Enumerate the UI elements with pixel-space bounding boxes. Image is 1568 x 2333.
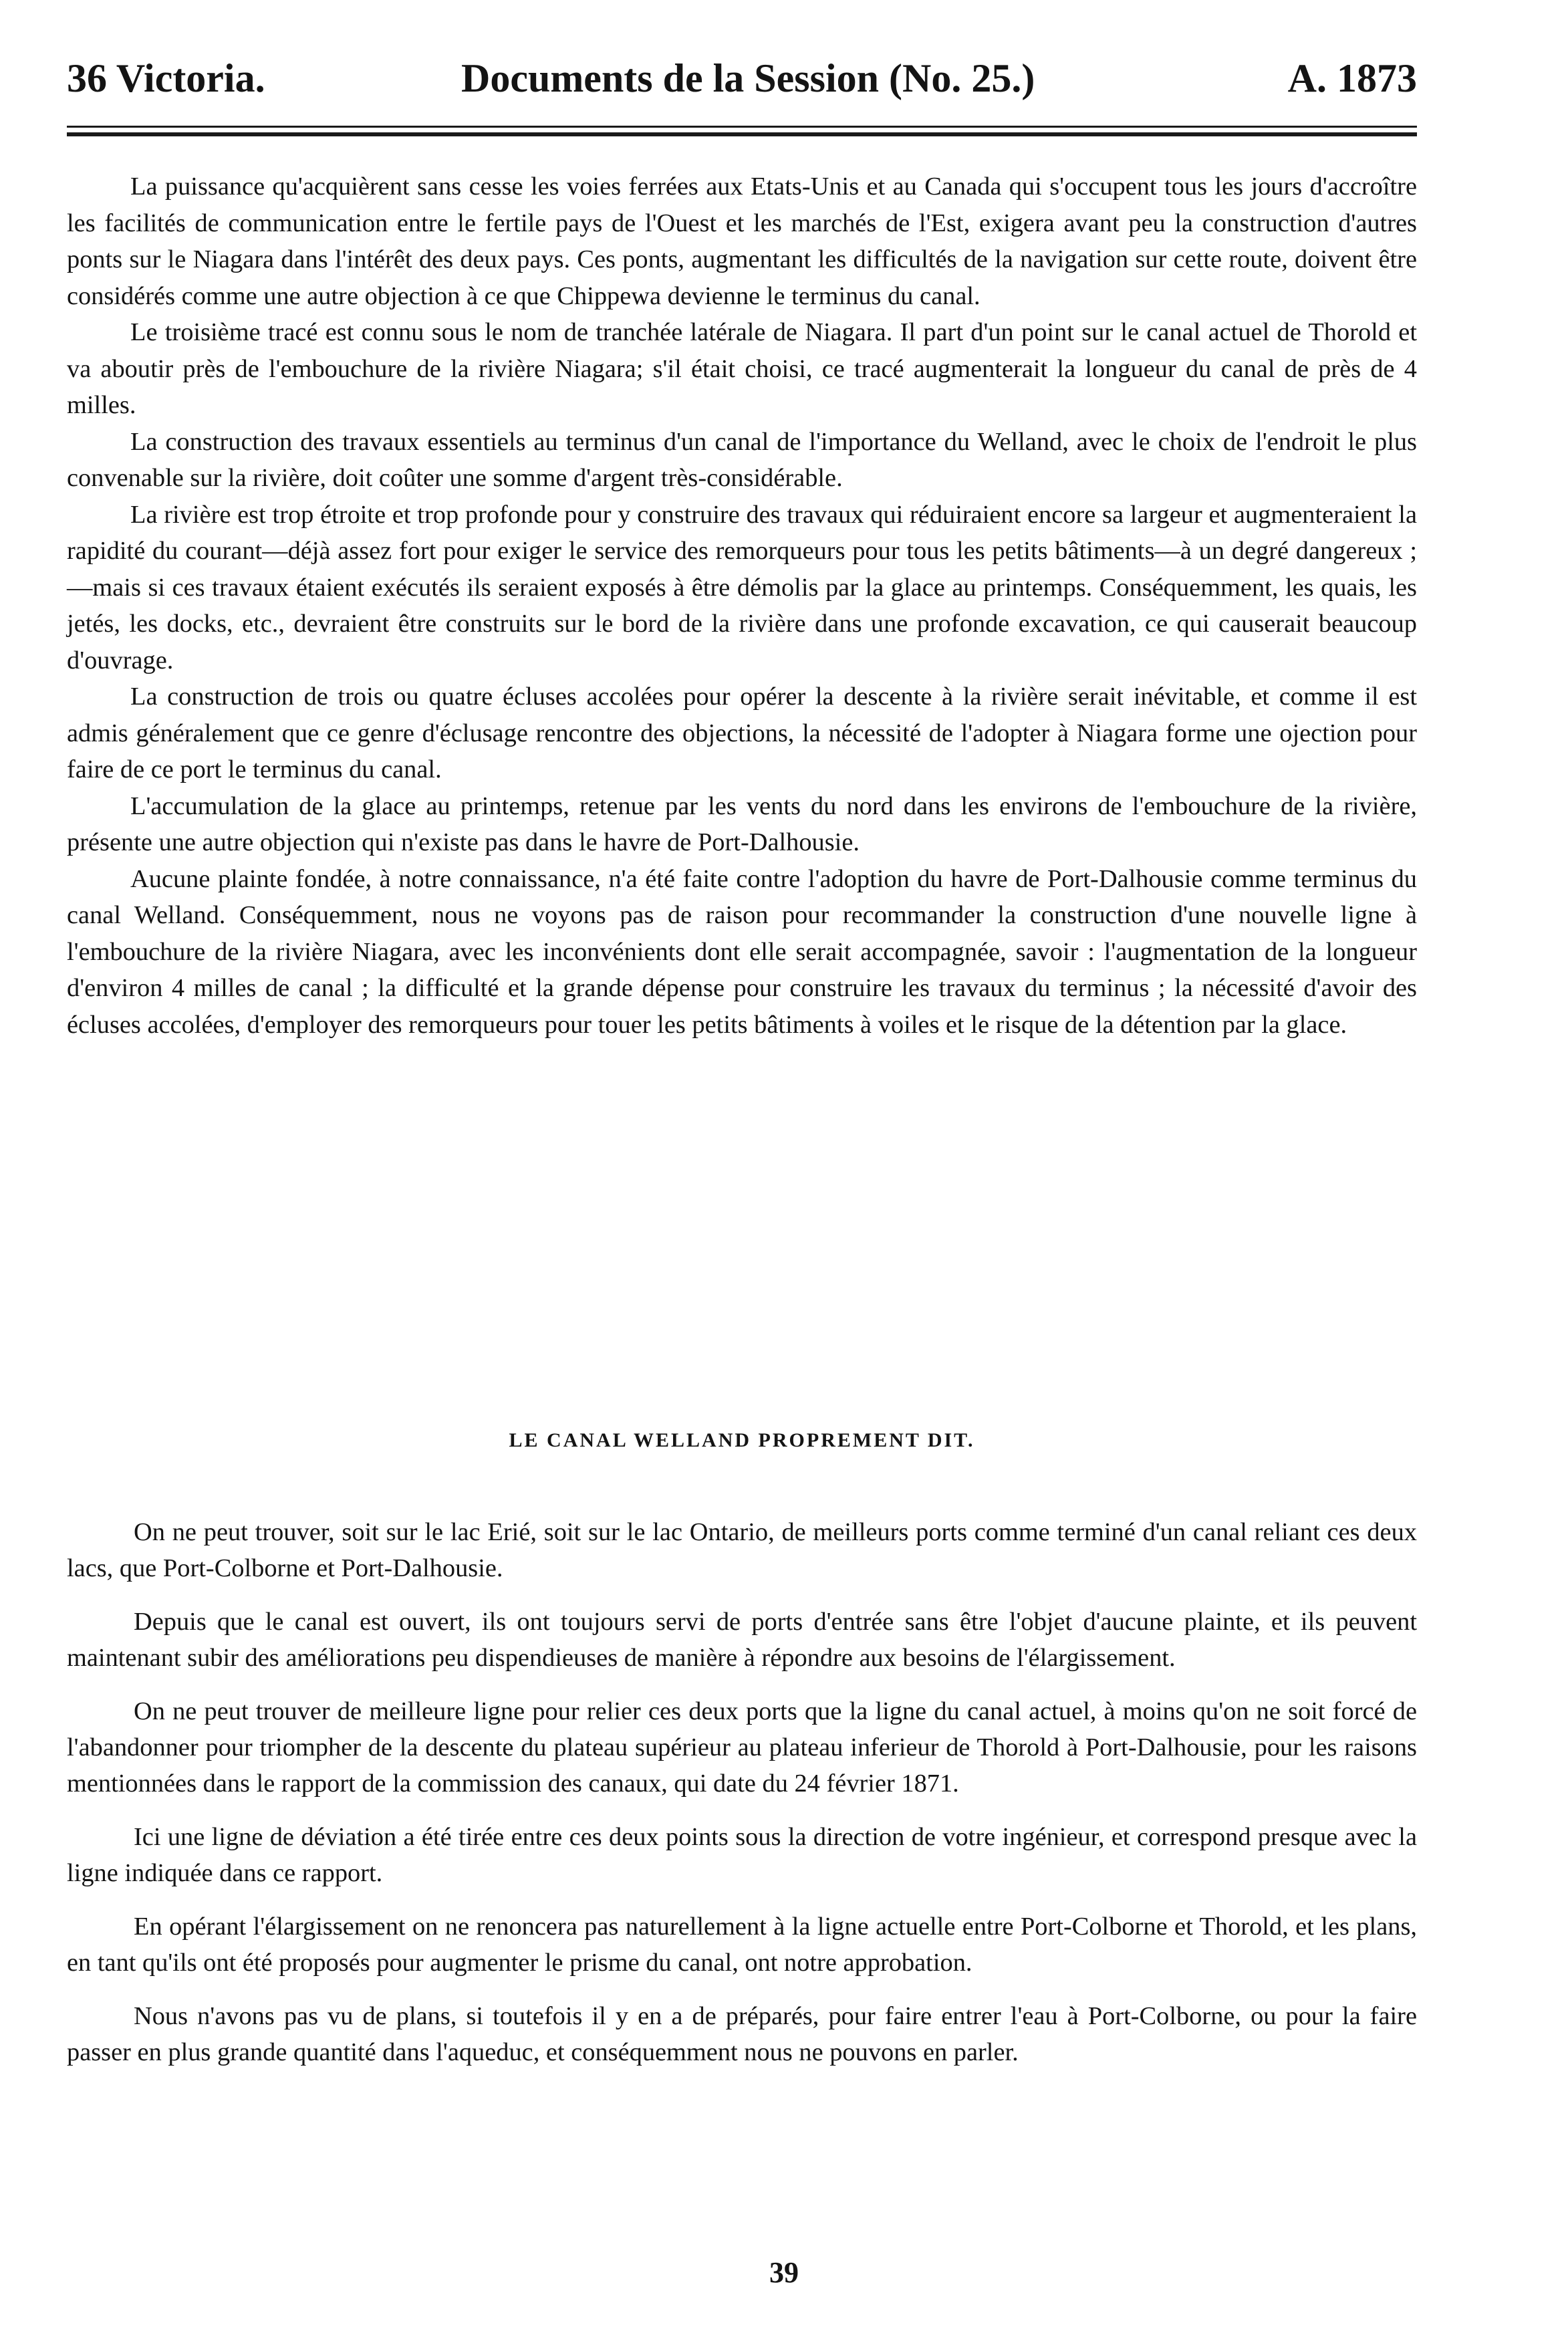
body-text-top	[67, 168, 1417, 1043]
paragraph: Ici une ligne de déviation a été tirée entre ces deux points sous la direction de votre ingénieur, et correspond presque avec la ligne indiquée dans ce rapport.	[67, 1823, 1417, 1887]
paragraph: Le troisième tracé est connu sous le nom de tranchée latérale de Niagara. Il part d'un point sur le canal actuel de Thorold et va aboutir près de l'embouchure de la rivière Niagara; s'il était choisi, ce tracé augmenterait la longueur du canal de près de 4 milles.	[67, 318, 1417, 419]
paragraph: Nous n'avons pas vu de plans, si toutefois il y en a de préparés, pour faire entrer l'eau à Port-Colborne, ou pour la faire passer en plus grande quantité dans l'aqueduc, et conséquemment nous ne pouvons en parler.	[67, 2002, 1417, 2066]
body-text-bottom	[67, 1514, 1417, 2088]
paragraph: On ne peut trouver, soit sur le lac Erié, soit sur le lac Ontario, de meilleurs ports comme terminé d'un canal reliant ces deux lacs, que Port-Colborne et Port-Dalhousie.	[67, 1518, 1417, 1582]
paragraph: On ne peut trouver de meilleure ligne pour relier ces deux ports que la ligne du canal actuel, à moins qu'on ne soit forcé de l'abandonner pour triompher de la descente du plateau supérieur au plateau inferieur de Thorold à Port-Dalhousie, pour les raisons mentionnées dans le rapport de la commission des canaux, qui date du 24 février 1871.	[67, 1697, 1417, 1798]
paragraph: La rivière est trop étroite et trop profonde pour y construire des travaux qui réduiraient encore sa largeur et augmenteraient la rapidité du courant—déjà assez fort pour exiger le service des remorqueurs pour tous les petits bâtiments—à un degré dangereux ;—mais si ces travaux étaient exécutés ils seraient exposés à être démolis par la glace au printemps. Conséquemment, les quais, les jetés, les docks, etc., devraient être construits sur le bord de la rivière dans une profonde excavation, ce qui causerait beaucoup d'ouvrage.	[67, 500, 1417, 674]
page-number: 39	[769, 2256, 799, 2289]
paragraph: La construction des travaux essentiels au terminus d'un canal de l'importance du Welland, avec le choix de l'endroit le plus convenable sur la rivière, doit coûter une somme d'argent très-considérable.	[67, 427, 1417, 492]
header-rule	[67, 126, 1417, 138]
running-header	[67, 48, 1417, 108]
paragraph: Depuis que le canal est ouvert, ils ont toujours servi de ports d'entrée sans être l'objet d'aucune plainte, et ils peuvent maintenant subir des améliorations peu dispendieuses de manière à répondre aux besoins de l'élargissement.	[67, 1608, 1417, 1672]
header-volume: 36 Victoria.	[67, 56, 265, 100]
paragraph: La puissance qu'acquièrent sans cesse les voies ferrées aux Etats-Unis et au Canada qui s'occupent tous les jours d'accroître les facilités de communication entre le fertile pays de l'Ouest et les marchés de l'Est, exigera avant peu la construction d'autres ponts sur le Niagara dans l'intérêt des deux pays. Ces ponts, augmentant les difficultés de la navigation sur cette route, doivent être considérés comme une autre objection à ce que Chippewa devienne le terminus du canal.	[67, 172, 1417, 310]
header-rule-thin	[67, 126, 1417, 128]
header-year: A. 1873	[1287, 56, 1417, 100]
header-title: Documents de la Session (No. 25.)	[461, 56, 1035, 100]
paragraph: La construction de trois ou quatre écluses accolées pour opérer la descente à la rivière serait inévitable, et comme il est admis généralement que ce genre d'éclusage rencontre des objections, la nécessité de l'adopter à Niagara forme une ojection pour faire de ce port le terminus du canal.	[67, 683, 1417, 783]
header-rule-thick	[67, 132, 1417, 136]
paragraph: En opérant l'élargissement on ne renoncera pas naturellement à la ligne actuelle entre Port-Colborne et Thorold, et les plans, en tant qu'ils ont été proposés pour augmenter le prisme du canal, ont notre approbation.	[67, 1913, 1417, 1977]
paragraph: Aucune plainte fondée, à notre connaissance, n'a été faite contre l'adoption du havre de Port-Dalhousie comme terminus du canal Welland. Conséquemment, nous ne voyons pas de raison pour recommander la construction d'une nouvelle ligne à l'embouchure de la rivière Niagara, avec les inconvénients dont elle serait accompagnée, savoir : l'augmentation de la longueur d'environ 4 milles de canal ; la difficulté et la grande dépense pour construire les travaux du terminus ; la nécessité d'avoir des écluses accolées, d'employer des remorqueurs pour touer les petits bâtiments à voiles et le risque de la détention par la glace.	[67, 864, 1417, 1039]
paragraph: L'accumulation de la glace au printemps, retenue par les vents du nord dans les environs de l'embouchure de la rivière, présente une autre objection qui n'existe pas dans le havre de Port-Dalhousie.	[67, 791, 1417, 856]
section-heading: LE CANAL WELLAND PROPREMENT DIT.	[509, 1429, 975, 1451]
